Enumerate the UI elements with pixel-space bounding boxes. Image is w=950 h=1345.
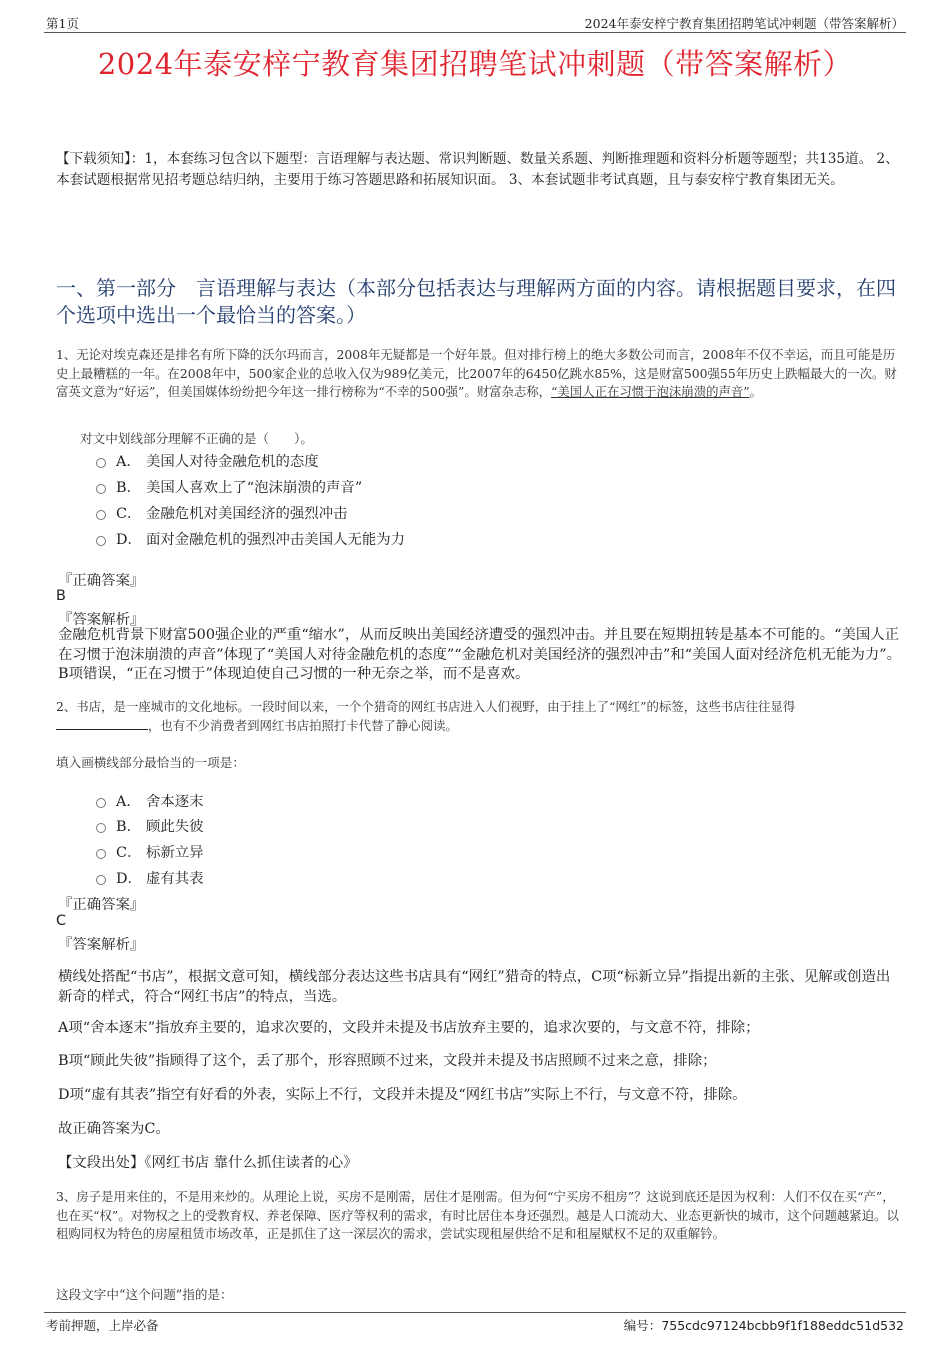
radio-icon[interactable] <box>96 823 106 833</box>
question-1-text: 1、无论对埃克森还是排名有所下降的沃尔玛而言，2008年无疑都是一个好年景。但对排行榜上的绝大多数公司而言，2008年不仅不幸运，而且可能是历史上最糟糕的一年。在2008年中，500家企业的总收入仅为989亿美元，比2007年的6450亿跳水85%，这是财富500强55年历史上跌幅最大的一次。财富英文意为“好运”，但美国媒体纷纷把今年这一排行榜称为“不幸的500强”。财富杂志称，“美国人正在习惯于泡沫崩溃的声音”。 <box>56 347 897 399</box>
section-heading: 一、第一部分 言语理解与表达（本部分包括表达与理解两方面的内容。请根据题目要求，在四个选项中选出一个最恰当的答案。） <box>56 276 896 327</box>
question-1-option-d[interactable]: D． 面对金融危机的强烈冲击美国人无能为力 <box>96 528 405 549</box>
question-2-answer-label: 『正确答案』 <box>58 897 145 913</box>
question-2-option-b[interactable]: B． 顾此失彼 <box>96 815 204 836</box>
page-footer <box>44 1312 906 1333</box>
question-3-text: 3、房子是用来住的，不是用来炒的。从理论上说，买房不是刚需，居住才是刚需。但为何“宁买房不租房”？这说到底还是因为权利：人们不仅在买“产”，也在买“权”。对物权之上的受教育权、养老保障、医疗等权利的需求，有时比居住本身还强烈。越是人口流动大、业态更新快的城市，这个问题越紧迫。以租购同权为特色的房屋租赁市场改革，正是抓住了这一深层次的需求，尝试实现租屋供给不足和租屋赋权不足的双重解钤。 <box>56 1189 899 1241</box>
radio-icon[interactable] <box>96 484 106 494</box>
question-2-analysis-para: B项“顾此失彼”指顾得了这个，丢了那个，形容照顾不过来，文段并未提及书店照顾不过来之意，排除； <box>58 1053 717 1069</box>
question-2-analysis-label: 『答案解析』 <box>58 937 145 953</box>
header-doc-title: 2024年泰安梓宁教育集团招聘笔试冲刺题（带答案解析） <box>584 16 904 31</box>
footer-slogan: 考前押题，上岸必备 <box>46 1318 159 1333</box>
question-2-analysis-para: 故正确答案为C。 <box>58 1121 170 1137</box>
radio-icon[interactable] <box>96 458 106 468</box>
question-1-option-c[interactable]: C． 金融危机对美国经济的强烈冲击 <box>96 502 347 523</box>
question-1-prompt: 对文中划线部分理解不正确的是（ ）。 <box>80 431 313 446</box>
radio-icon[interactable] <box>96 849 106 859</box>
radio-icon[interactable] <box>96 798 106 808</box>
question-2-option-c[interactable]: C． 标新立异 <box>96 841 204 862</box>
question-2-source: 【文段出处】《网红书店 靠什么抓住读者的心》 <box>58 1155 358 1171</box>
question-1-analysis-label: 『答案解析』 <box>58 612 145 628</box>
question-2-prompt: 填入画横线部分最恰当的一项是： <box>56 755 245 770</box>
question-2-analysis-para: 横线处搭配“书店”，根据文意可知，横线部分表达这些书店具有“网红”猎奇的特点，C项“标新立异”指提出新的主张、见解或创造出新奇的样式，符合“网红书店”的特点，当选。 <box>58 969 891 1005</box>
question-2-text: 2、书店，是一座城市的文化地标。一段时间以来，一个个猎奇的网红书店进入人们视野，由于挂上了“网红”的标签，这些书店往往显得 ，也有不少消费者到网红书店拍照打卡代替了静心阅读。 <box>56 699 796 733</box>
question-2-analysis-para: A项“舍本逐末”指放弃主要的，追求次要的，文段并未提及书店放弃主要的，追求次要的，与文意不符，排除； <box>58 1020 760 1036</box>
page-header <box>44 14 906 33</box>
download-notice: 【下载须知】：1，本套练习包含以下题型：言语理解与表达题、常识判断题、数量关系题、判断推理题和资料分析题等题型；共135道。 2、本套试题根据常见招考题总结归纳，主要用于练习答题思路和拓展知识面。 3、本套试题非考试真题，且与泰安梓宁教育集团无关。 <box>56 151 899 188</box>
question-1-option-a[interactable]: A． 美国人对待金融危机的态度 <box>96 450 319 471</box>
document-title: 2024年泰安梓宁教育集团招聘笔试冲刺题（带答案解析） <box>97 47 853 81</box>
question-1-answer: B <box>56 588 66 604</box>
question-3-prompt: 这段文字中“这个问题”指的是： <box>56 1287 233 1302</box>
fill-blank <box>56 717 148 730</box>
question-1-analysis: 金融危机背景下财富500强企业的严重“缩水”，从而反映出美国经济遭受的强烈冲击。并且要在短期扭转是基本不可能的。“美国人正在习惯于泡沫崩溃的声音”体现了“美国人对待金融危机的态度”“金融危机对美国经济的强烈冲击”和“美国人面对经济危机无能为力”。B项错误，“正在习惯于”体现迫使自己习惯的一种无奈之举，而不是喜欢。 <box>58 627 901 682</box>
page-number: 第1页 <box>46 16 79 31</box>
footer-code: 编号：755cdc97124bcbb9f1f188eddc51d532 <box>623 1318 904 1333</box>
question-2-option-d[interactable]: D． 虚有其表 <box>96 867 204 888</box>
radio-icon[interactable] <box>96 875 106 885</box>
question-2-answer: C <box>56 913 67 929</box>
question-2-analysis-para: D项“虚有其表”指空有好看的外表，实际上不行，文段并未提及“网红书店”实际上不行，与文意不符，排除。 <box>58 1087 747 1103</box>
question-1-option-b[interactable]: B． 美国人喜欢上了“泡沫崩溃的声音” <box>96 476 362 497</box>
question-1-underlined: “美国人正在习惯于泡沫崩溃的声音” <box>551 384 750 399</box>
question-2-option-a[interactable]: A． 舍本逐末 <box>96 790 204 811</box>
question-1-answer-label: 『正确答案』 <box>58 573 145 589</box>
radio-icon[interactable] <box>96 536 106 546</box>
radio-icon[interactable] <box>96 510 106 520</box>
